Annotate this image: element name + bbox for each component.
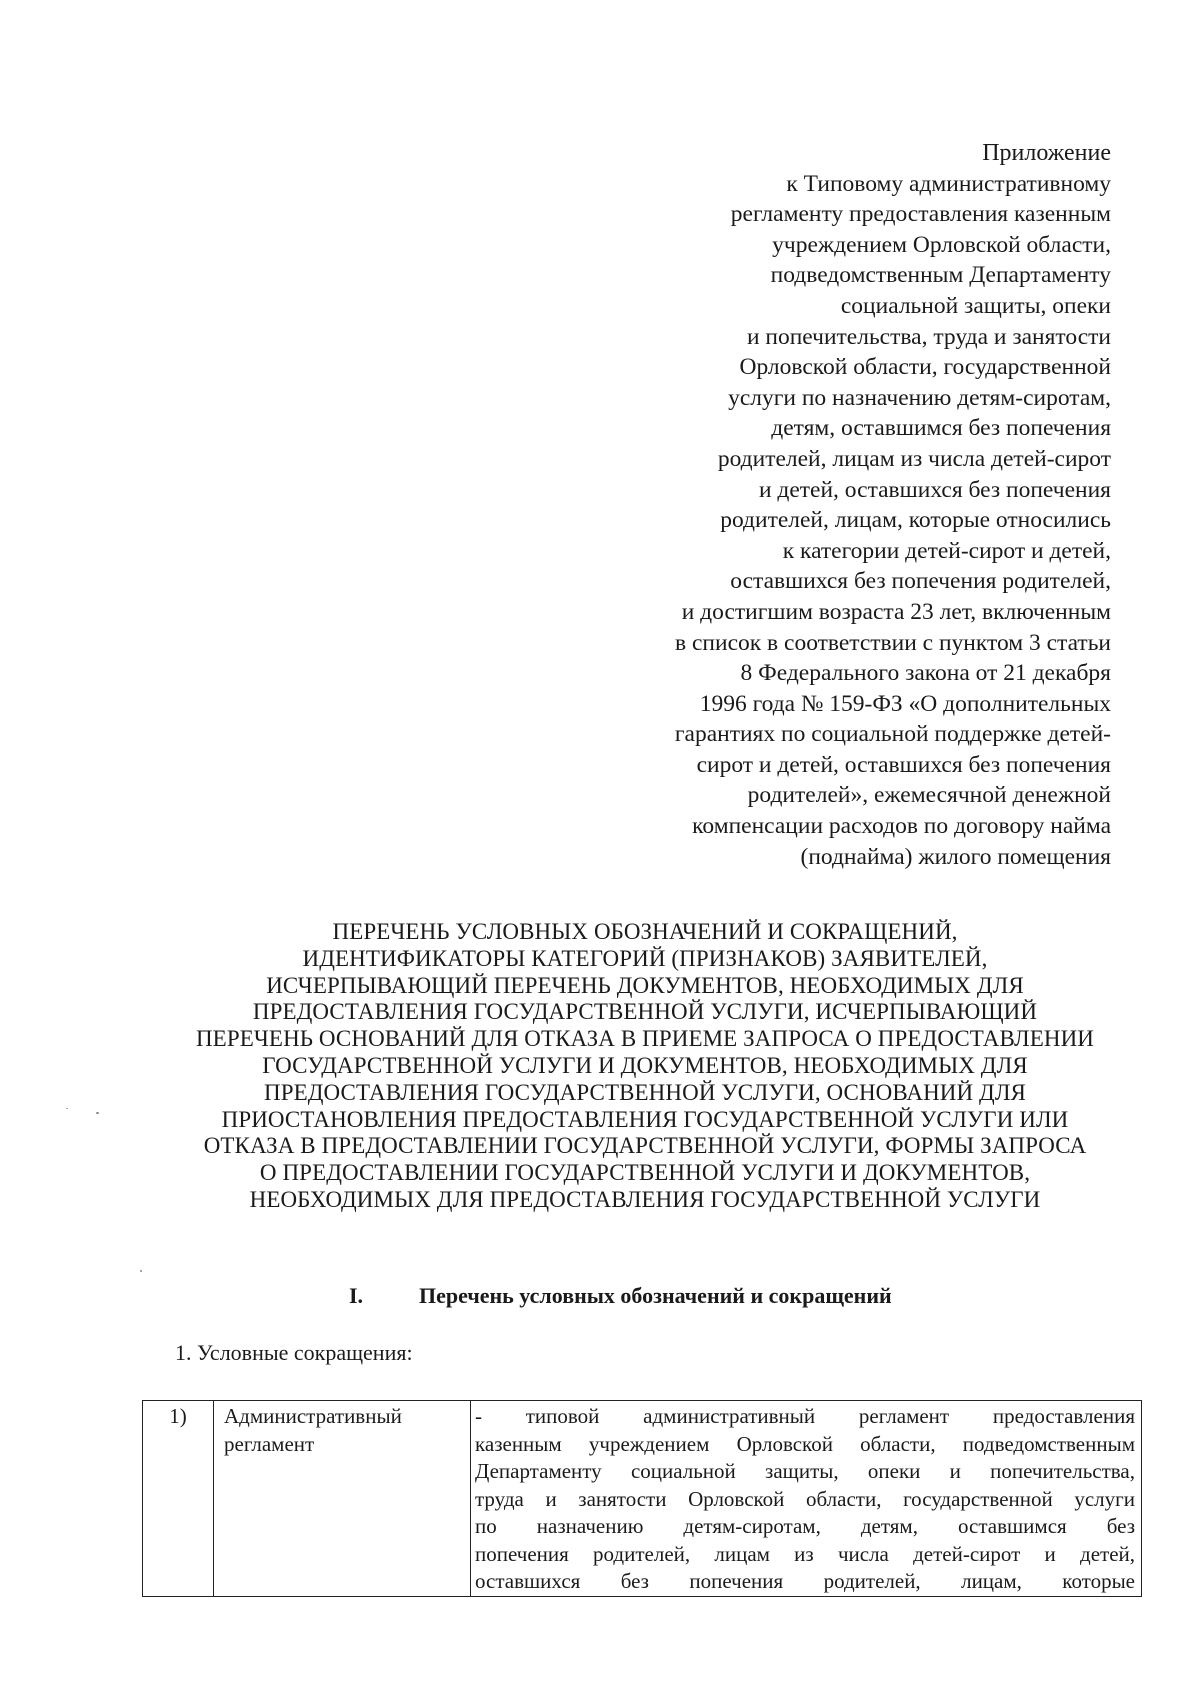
appendix-line: 8 Федерального закона от 21 декабря	[740, 660, 1111, 687]
appendix-line: учреждением Орловской области,	[772, 231, 1111, 258]
row-number: 1)	[143, 1401, 214, 1597]
document-title-line: ГОСУДАРСТВЕННОЙ УСЛУГИ И ДОКУМЕНТОВ, НЕОБХОДИМЫХ ДЛЯ	[262, 1052, 1028, 1078]
document-title-line: ПЕРЕЧЕНЬ ОСНОВАНИЙ ДЛЯ ОТКАЗА В ПРИЕМЕ ЗАПРОСА О ПРЕДОСТАВЛЕНИИ	[195, 1026, 1095, 1052]
definition-line: казенным учреждением Орловской области, подведомственным	[475, 1431, 1135, 1456]
section-heading	[349, 1283, 892, 1309]
definition-line: - типовой административный регламент предоставления	[475, 1404, 1135, 1428]
appendix-line: в список в соответствии с пунктом 3 статьи	[675, 629, 1111, 656]
appendix-line: оставшихся без попечения родителей,	[730, 568, 1111, 595]
appendix-line: гарантиях по социальной поддержке детей-	[674, 721, 1111, 748]
definition-line: труда и занятости Орловской области, государственной услуги	[475, 1486, 1135, 1511]
definition-line: по назначению детям-сиротам, детям, оставшимся без	[475, 1514, 1135, 1538]
appendix-line: 1996 года № 159-ФЗ «О дополнительных	[699, 690, 1111, 717]
table-row	[143, 1401, 1142, 1597]
scan-speck	[96, 1112, 99, 1114]
abbreviations-table	[142, 1400, 1142, 1597]
document-title	[120, 919, 1170, 1214]
definition-line: Департаменту социальной защиты, опеки и попечительства,	[475, 1459, 1135, 1483]
term-line: Административный	[224, 1404, 402, 1428]
appendix-line: услуги по назначению детям-сиротам,	[728, 384, 1111, 411]
appendix-line: социальной защиты, опеки	[840, 292, 1111, 319]
term-line: регламент	[224, 1431, 315, 1456]
appendix-line: и достигшим возраста 23 лет, включенным	[681, 598, 1111, 625]
abbreviation-definition	[471, 1401, 1142, 1597]
document-title-line: ПРЕДОСТАВЛЕНИЯ ГОСУДАРСТВЕННОЙ УСЛУГИ, ОСНОВАНИЙ ДЛЯ	[264, 1079, 1026, 1105]
appendix-line: родителей, лицам из числа детей-сирот	[717, 445, 1111, 472]
document-title-line: ИСЧЕРПЫВАЮЩИЙ ПЕРЕЧЕНЬ ДОКУМЕНТОВ, НЕОБХОДИМЫХ ДЛЯ	[266, 972, 1024, 998]
appendix-line: подведомственным Департаменту	[770, 262, 1111, 289]
appendix-line: Орловской области, государственной	[739, 354, 1111, 381]
appendix-line: компенсации расходов по договору найма	[692, 813, 1111, 840]
paragraph-abbreviations-intro: 1. Условные сокращения:	[175, 1340, 413, 1365]
scan-speck	[140, 1270, 142, 1272]
appendix-line: регламенту предоставления казенным	[730, 201, 1111, 228]
appendix-line: детям, оставшимся без попечения	[771, 415, 1111, 442]
appendix-line: Приложение	[982, 140, 1111, 166]
definition-line: попечения родителей, лицам из числа детей-сирот и детей,	[475, 1541, 1135, 1566]
appendix-line: и детей, оставшихся без попечения	[758, 476, 1111, 503]
scan-speck	[66, 1108, 68, 1109]
document-title-line: ОТКАЗА В ПРЕДОСТАВЛЕНИИ ГОСУДАРСТВЕННОЙ УСЛУГИ, ФОРМЫ ЗАПРОСА	[203, 1133, 1087, 1159]
document-title-line: О ПРЕДОСТАВЛЕНИИ ГОСУДАРСТВЕННОЙ УСЛУГИ И ДОКУМЕНТОВ,	[259, 1160, 1031, 1186]
appendix-line: к Типовому административному	[786, 170, 1111, 197]
appendix-line: (поднайма) жилого помещения	[800, 843, 1111, 870]
document-title-line: ПРЕДОСТАВЛЕНИЯ ГОСУДАРСТВЕННОЙ УСЛУГИ, ИСЧЕРПЫВАЮЩИЙ	[252, 999, 1038, 1025]
appendix-line: сирот и детей, оставшихся без попечения	[696, 751, 1111, 778]
appendix-line: родителей, лицам, которые относились	[720, 507, 1111, 534]
definition-line: оставшихся без попечения родителей, лицам, которые	[475, 1569, 1135, 1593]
document-title-line: ПРИОСТАНОВЛЕНИЯ ПРЕДОСТАВЛЕНИЯ ГОСУДАРСТВЕННОЙ УСЛУГИ ИЛИ	[221, 1106, 1069, 1132]
document-title-line: НЕОБХОДИМЫХ ДЛЯ ПРЕДОСТАВЛЕНИЯ ГОСУДАРСТВЕННОЙ УСЛУГИ	[249, 1186, 1041, 1212]
appendix-line: и попечительства, труда и занятости	[746, 323, 1111, 350]
section-title: Перечень условных обозначений и сокращений	[419, 1283, 892, 1308]
appendix-line: к категории детей-сирот и детей,	[782, 537, 1111, 564]
document-title-line: ИДЕНТИФИКАТОРЫ КАТЕГОРИЙ (ПРИЗНАКОВ) ЗАЯВИТЕЛЕЙ,	[302, 945, 988, 971]
appendix-header	[591, 138, 1111, 872]
appendix-line: родителей», ежемесячной денежной	[747, 782, 1111, 809]
section-number: I.	[349, 1283, 364, 1308]
document-title-line: ПЕРЕЧЕНЬ УСЛОВНЫХ ОБОЗНАЧЕНИЙ И СОКРАЩЕНИЙ,	[332, 919, 958, 944]
abbreviation-term	[214, 1401, 471, 1597]
